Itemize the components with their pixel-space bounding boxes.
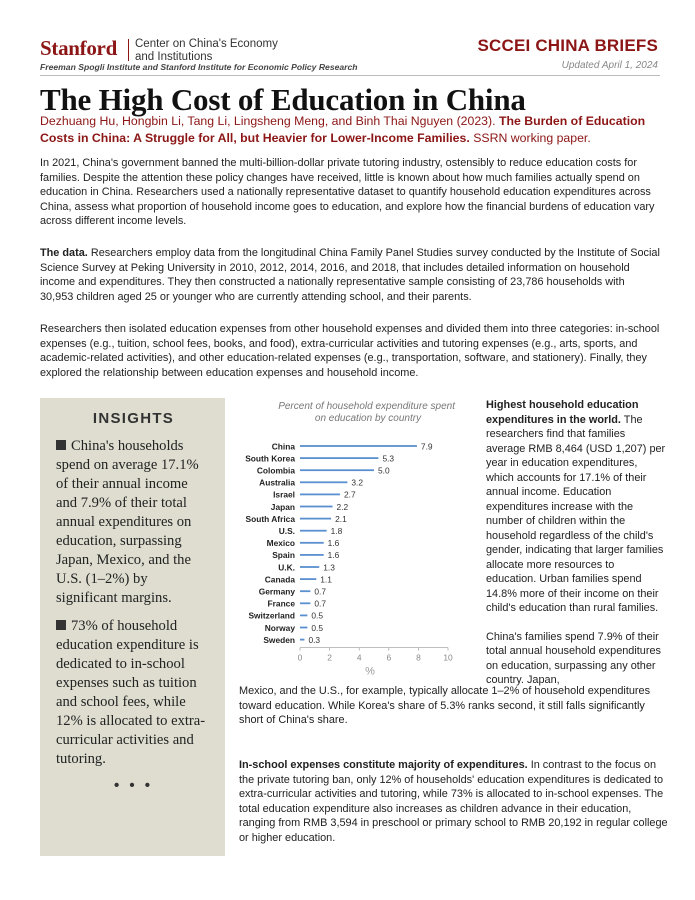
square-bullet-icon: [56, 440, 66, 450]
chart-title: [278, 401, 458, 424]
citation-authors: Dezhuang Hu, Hongbin Li, Tang Li, Lingsheng Meng, and Binh Thai Nguyen (2023).: [40, 114, 496, 128]
category-label-japan: Japan: [270, 501, 295, 512]
bar-sweden: [300, 639, 304, 641]
x-tick-label-6: 6: [386, 652, 392, 663]
citation-paper-title[interactable]: The Burden of Education Costs in China: A Struggle for All, but Heavier for Lower-Income Families.: [40, 114, 646, 145]
bar-south-africa: [300, 518, 331, 520]
bar-canada: [300, 578, 316, 580]
value-label-sweden: 0.3: [308, 634, 321, 645]
bar-u-k: [300, 566, 319, 568]
category-label-australia: Australia: [259, 477, 295, 488]
insights-title: INSIGHTS: [92, 410, 175, 427]
value-label-canada: 1.1: [320, 574, 332, 585]
bar-australia: [300, 481, 347, 483]
x-tick-label-2: 2: [327, 652, 332, 663]
bar-japan: [300, 506, 333, 508]
bar-mexico: [300, 542, 324, 544]
bar-norway: [300, 627, 307, 629]
bar-south-korea: [300, 457, 378, 459]
value-label-norway: 0.5: [311, 622, 324, 633]
category-label-spain: Spain: [272, 550, 295, 561]
page-title: The High Cost of Education in China: [40, 82, 526, 117]
x-tick-label-10: 10: [443, 652, 453, 663]
value-label-south-korea: 5.3: [382, 453, 395, 464]
category-label-china: China: [271, 441, 295, 452]
value-label-china: 7.9: [420, 441, 433, 452]
institute-subtitle: Freeman Spogli Institute and Stanford Institute for Economic Policy Research: [40, 62, 358, 72]
category-label-u-k: U.K.: [278, 562, 295, 573]
in-school-heading: In-school expenses constitute majority of expenditures.: [239, 759, 528, 771]
more-dots: • • •: [113, 777, 154, 794]
category-label-canada: Canada: [264, 574, 295, 585]
value-label-israel: 2.7: [343, 489, 356, 500]
highest-heading: Highest household education expenditures in the world.: [486, 399, 639, 426]
x-tick-label-8: 8: [416, 652, 421, 663]
insight-item-1: [56, 437, 211, 608]
data-text: Researchers employ data from the longitudinal China Family Panel Studies survey conducted by the Institute of Social Science Survey at Peking University in 2010, 2012, 2014, 2016, and 2018, that includes detailed information on household income and expenditures. They then constructed a nationally representative sample consisting of 23,786 households with 30,953 children aged 25 or younger who are currently attending school, and their parents.: [40, 247, 660, 303]
updated-date: Updated April 1, 2024: [561, 60, 658, 71]
value-label-australia: 3.2: [351, 477, 364, 488]
category-label-sweden: Sweden: [263, 634, 295, 645]
value-label-u-s: 1.8: [330, 526, 343, 536]
insights-box: [40, 398, 225, 856]
expenditure-chart: [236, 396, 474, 678]
center-name: [135, 38, 278, 63]
value-label-france: 0.7: [314, 598, 327, 609]
header: [40, 36, 660, 76]
value-label-u-k: 1.3: [323, 562, 335, 573]
in-school-text: In contrast to the focus on the private tutoring ban, only 12% of households' education expenditures is dedicated to extra-curricular activities and tutoring, while 73% is allocated to in-school expenses. The total education expenditure also increases as children advance in their education, ranging from RMB 3,594 in preschool or primary school to RMB 20,192 in regular college or higher education.: [239, 759, 668, 844]
bar-china: [300, 445, 417, 447]
citation: [40, 113, 665, 147]
logo-divider: [128, 39, 129, 61]
bar-israel: [300, 494, 340, 496]
chart-title-line1: Percent of household expenditure spent: [278, 401, 456, 412]
stanford-logo[interactable]: Stanford: [40, 36, 117, 60]
x-tick-label-0: 0: [297, 652, 303, 663]
center-name-line2: and Institutions: [135, 50, 213, 63]
share-paragraph: China's families spend 7.9% of their total annual household expenditures on education, surpassing any other country. Japan,: [486, 630, 661, 686]
series-title: SCCEI CHINA BRIEFS: [477, 36, 658, 55]
insight-item-2: [56, 617, 211, 769]
value-label-spain: 1.6: [327, 550, 340, 561]
bar-colombia: [300, 469, 374, 471]
x-axis-label: %: [365, 665, 375, 678]
data-heading: The data.: [40, 247, 88, 259]
bar-france: [300, 602, 310, 604]
citation-venue: SSRN working paper.: [473, 131, 591, 145]
category-label-south-korea: South Korea: [245, 453, 295, 464]
insight-item-2-text: 73% of household education expenditure is dedicated to in-school expenses such as tuition and school fees, while 12% is allocated to extra-curricular activities and tutoring.: [56, 618, 206, 767]
insight-item-1-text: China's households spend on average 17.1% of their annual income and 7.9% of their total annual expenditures on education, surpassing Japan, Mexico, and the U.S. (1–2%) by significant margins.: [56, 438, 199, 606]
bar-u-s: [300, 530, 327, 532]
chart-svg: [236, 396, 474, 678]
in-school-paragraph: [239, 758, 669, 845]
chart-title-line2: on education by country: [314, 413, 422, 424]
continuation-paragraph: Mexico, and the U.S., for example, typically allocate 1–2% of household expenditures toward education. While Korea's share of 5.3% ranks second, it still falls significantly short of China's share.: [239, 685, 651, 726]
value-label-south-africa: 2.1: [335, 513, 347, 524]
intro-paragraph: In 2021, China's government banned the multi-billion-dollar private tutoring industry, ostensibly to reduce education costs for families. Despite the attention these policy changes have received, little is known about how much families actually spend on education in China. Researchers used a nationally representative dataset to quantify household education expenditures across China, assess what proportion of household income goes to education, and explore how the financial burdens of education vary across different income levels.: [40, 157, 655, 228]
category-label-france: France: [267, 598, 295, 609]
value-label-colombia: 5.0: [378, 465, 390, 476]
category-label-germany: Germany: [258, 586, 295, 597]
right-column: [486, 398, 666, 688]
chart-bars: [245, 441, 433, 645]
square-bullet-icon: [56, 620, 66, 630]
chart-x-axis: [298, 648, 453, 678]
value-label-germany: 0.7: [314, 586, 327, 597]
category-label-south-africa: South Africa: [245, 513, 295, 524]
bar-germany: [300, 590, 310, 592]
category-label-israel: Israel: [273, 489, 295, 500]
categories-paragraph: Researchers then isolated education expenses from other household expenses and divided them into three categories: in-school expenses (e.g., tuition, school fees, books, and food), extra-curricular activities and tutoring expenses (e.g., arts, sports, and academic-related activities), and other education-related expenses (e.g., transportation, software, and stationery). Finally, they explored the relationship between education expenses and household income.: [40, 323, 660, 379]
value-label-switzerland: 0.5: [311, 610, 324, 621]
category-label-norway: Norway: [264, 622, 295, 633]
x-tick-label-4: 4: [356, 652, 362, 663]
data-paragraph: [40, 246, 660, 304]
value-label-japan: 2.2: [336, 501, 349, 512]
category-label-switzerland: Switzerland: [248, 610, 295, 621]
center-name-line1: Center on China's Economy: [135, 38, 278, 50]
bar-switzerland: [300, 615, 307, 617]
highest-paragraph: [486, 398, 666, 616]
bar-spain: [300, 554, 324, 556]
category-label-mexico: Mexico: [266, 538, 295, 549]
category-label-colombia: Colombia: [256, 465, 295, 476]
highest-text: The researchers find that families average RMB 8,464 (USD 1,207) per year in education expenditures, which accounts for 17.1% of their annual income. Education expenditures increase with the number of children within the household regardless of the child's gender, indicating that larger families allocate more resources to education. Urban families spend 14.8% more of their income on their child's education than rural families.: [486, 413, 666, 614]
value-label-mexico: 1.6: [327, 538, 340, 549]
header-divider: [40, 75, 660, 76]
category-label-u-s: U.S.: [278, 526, 295, 536]
